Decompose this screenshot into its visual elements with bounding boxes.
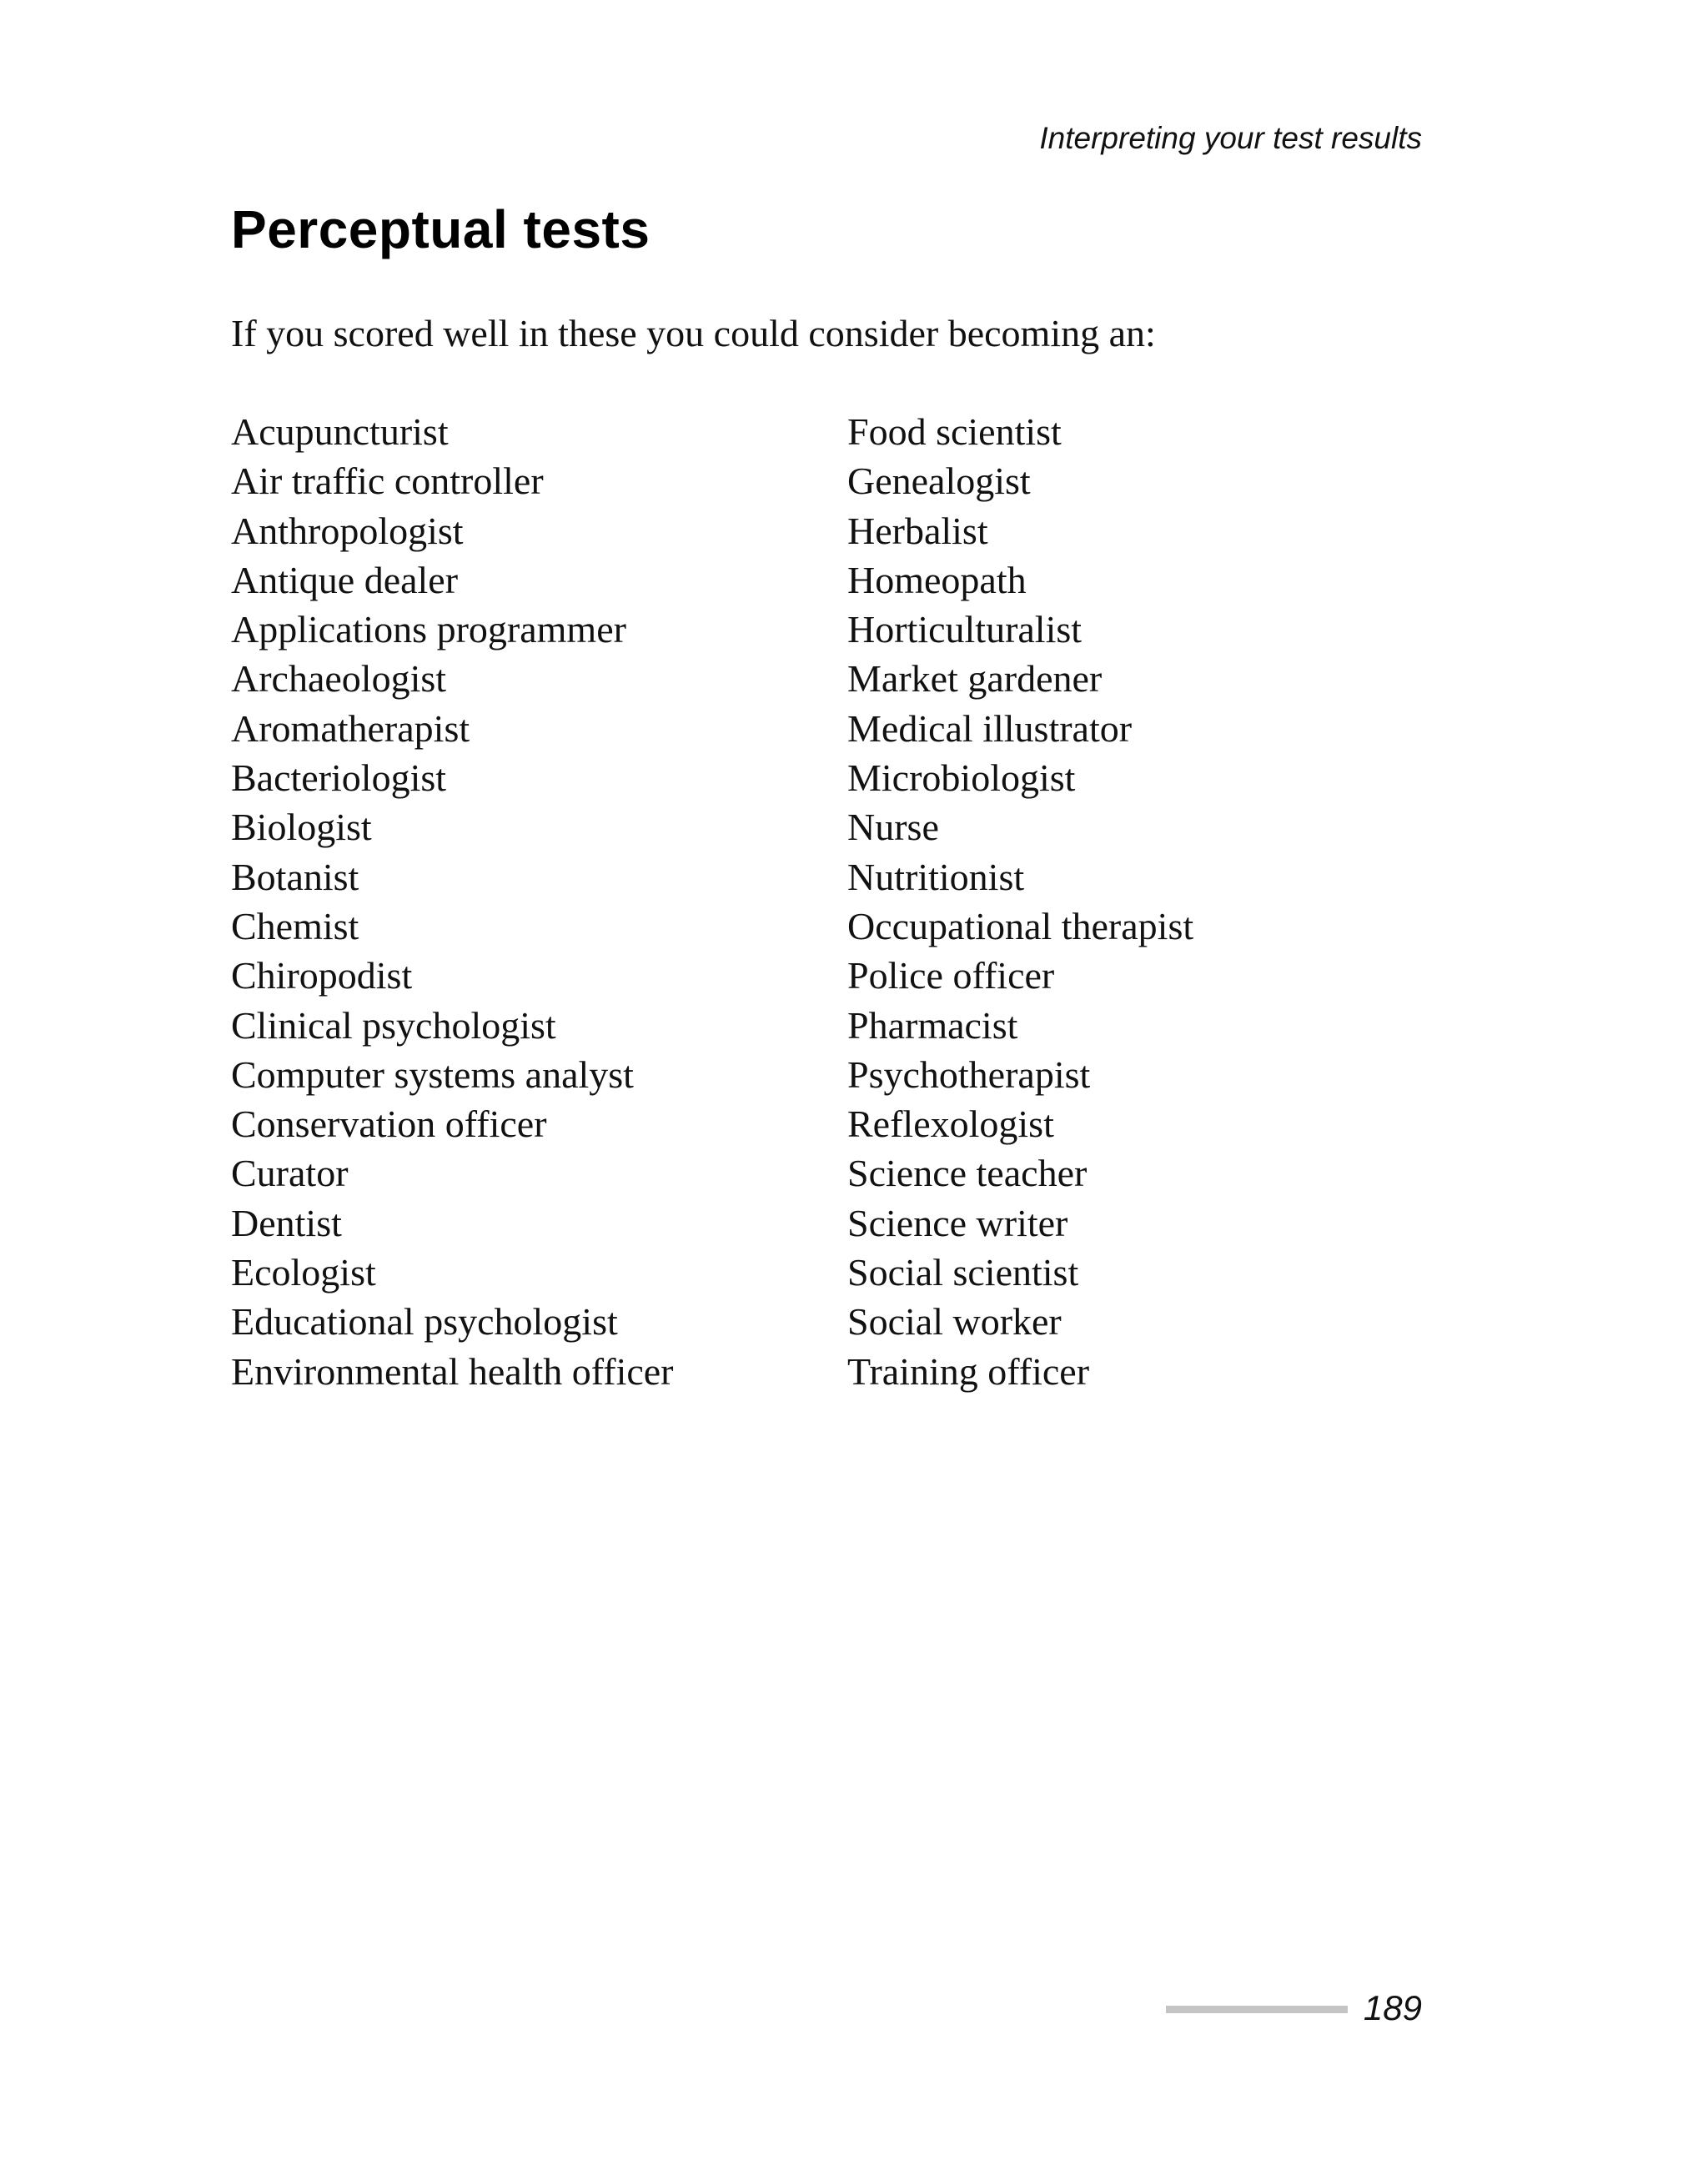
list-item: Pharmacist — [847, 1003, 1018, 1047]
list-item: Medical illustrator — [847, 706, 1133, 750]
running-header: Interpreting your test results — [1039, 121, 1422, 155]
list-item: Microbiologist — [847, 756, 1076, 800]
list-item: Science teacher — [847, 1152, 1088, 1195]
list-item: Aromatherapist — [231, 706, 470, 750]
career-list-right — [847, 407, 1193, 1396]
list-item: Food scientist — [847, 410, 1062, 453]
list-item: Conservation officer — [231, 1103, 547, 1146]
list-item: Antique dealer — [231, 558, 459, 601]
list-item: Social scientist — [847, 1251, 1079, 1294]
list-item: Ecologist — [231, 1251, 376, 1294]
list-item: Social worker — [847, 1300, 1062, 1344]
list-item: Herbalist — [847, 509, 988, 552]
list-item: Psychotherapist — [847, 1052, 1091, 1096]
list-item: Police officer — [847, 954, 1055, 997]
list-item: Homeopath — [847, 558, 1027, 601]
list-item: Biologist — [231, 806, 372, 849]
list-item: Curator — [231, 1152, 349, 1195]
list-item: Botanist — [231, 855, 359, 898]
list-item: Occupational therapist — [847, 904, 1194, 947]
list-item: Bacteriologist — [231, 756, 447, 800]
list-item: Genealogist — [847, 460, 1031, 503]
list-item: Reflexologist — [847, 1103, 1054, 1146]
page-number: 189 — [1363, 1988, 1422, 2027]
list-item: Educational psychologist — [231, 1300, 618, 1344]
list-item: Acupuncturist — [231, 410, 449, 453]
list-item: Clinical psychologist — [231, 1003, 556, 1047]
career-list-left — [231, 407, 674, 1396]
intro-paragraph: If you scored well in these you could consider becoming an: — [231, 312, 1156, 354]
list-item: Nurse — [847, 806, 939, 849]
list-item: Dentist — [231, 1201, 342, 1244]
list-item: Chiropodist — [231, 954, 413, 997]
list-item: Anthropologist — [231, 509, 464, 552]
list-item: Science writer — [847, 1201, 1068, 1244]
list-item: Applications programmer — [231, 608, 626, 651]
list-item: Archaeologist — [231, 657, 447, 701]
section-title: Perceptual tests — [231, 199, 651, 259]
list-item: Horticulturalist — [847, 608, 1083, 651]
list-item: Computer systems analyst — [231, 1052, 634, 1096]
list-item: Air traffic controller — [231, 460, 544, 503]
list-item: Training officer — [847, 1349, 1090, 1393]
list-item: Environmental health officer — [231, 1349, 674, 1393]
list-item: Market gardener — [847, 657, 1103, 701]
folio-rule — [1166, 2006, 1348, 2013]
list-item: Nutritionist — [847, 855, 1025, 898]
list-item: Chemist — [231, 904, 359, 947]
